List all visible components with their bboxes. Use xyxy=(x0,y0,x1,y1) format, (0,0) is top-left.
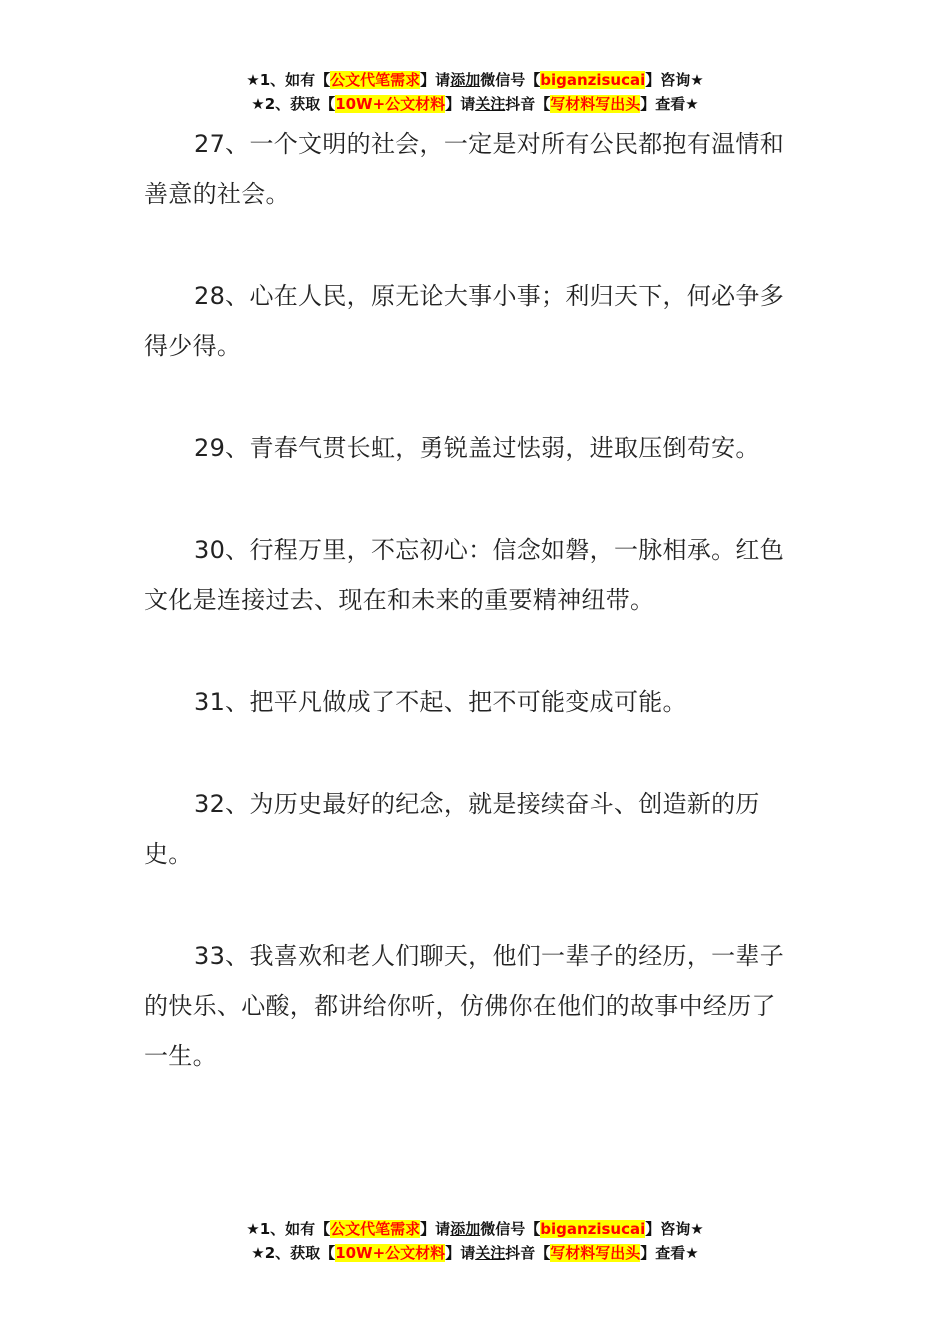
banner-text: 】请 xyxy=(420,71,451,89)
banner-text: 】咨询★ xyxy=(645,1220,704,1238)
banner-text: 】查看★ xyxy=(640,95,699,113)
banner-text: 】请 xyxy=(420,1220,451,1238)
banner-line-1 xyxy=(0,68,950,92)
highlight-wechat-id: biganzisucai xyxy=(540,71,646,89)
header-banner xyxy=(0,68,950,116)
banner-line-1 xyxy=(0,1217,950,1241)
paragraph-29: 29、青春气贯长虹，勇锐盖过怯弱，进取压倒苟安。 xyxy=(194,434,760,462)
banner-text: ★1、如有【 xyxy=(246,1220,331,1238)
document-body xyxy=(144,119,794,1133)
banner-line-2 xyxy=(0,92,950,116)
underlined-follow: 关注 xyxy=(475,95,506,113)
banner-text: ★2、获取【 xyxy=(251,95,336,113)
footer-banner xyxy=(0,1217,950,1265)
paragraph-27: 27、一个文明的社会，一定是对所有公民都抱有温情和善意的社会。 xyxy=(144,130,785,208)
banner-text: 抖音【 xyxy=(505,95,551,113)
underlined-add: 添加 xyxy=(450,71,481,89)
paragraph-31: 31、把平凡做成了不起、把不可能变成可能。 xyxy=(194,688,687,716)
banner-text: 微信号【 xyxy=(480,1220,541,1238)
banner-text: 】查看★ xyxy=(640,1244,699,1262)
banner-text: 】请 xyxy=(445,1244,476,1262)
underlined-add: 添加 xyxy=(450,1220,481,1238)
banner-text: 】咨询★ xyxy=(645,71,704,89)
banner-text: ★1、如有【 xyxy=(246,71,331,89)
highlight-wechat-id: biganzisucai xyxy=(540,1220,646,1238)
paragraph-32: 32、为历史最好的纪念，就是接续奋斗、创造新的历史。 xyxy=(144,790,760,868)
paragraph-28: 28、心在人民，原无论大事小事；利归天下，何必争多得少得。 xyxy=(144,282,785,360)
highlight-service: 公文代笔需求 xyxy=(330,1220,421,1238)
highlight-service: 公文代笔需求 xyxy=(330,71,421,89)
paragraph-30: 30、行程万里，不忘初心：信念如磐，一脉相承。红色文化是连接过去、现在和未来的重要精神纽带。 xyxy=(144,536,785,614)
banner-text: 微信号【 xyxy=(480,71,541,89)
banner-text: 】请 xyxy=(445,95,476,113)
banner-text: ★2、获取【 xyxy=(251,1244,336,1262)
highlight-douyin-name: 写材料写出头 xyxy=(550,1244,641,1262)
banner-text: 抖音【 xyxy=(505,1244,551,1262)
paragraph-33: 33、我喜欢和老人们聊天，他们一辈子的经历，一辈子的快乐、心酸，都讲给你听，仿佛你在他们的故事中经历了一生。 xyxy=(144,942,785,1070)
banner-line-2 xyxy=(0,1241,950,1265)
highlight-materials: 10W+公文材料 xyxy=(335,1244,446,1262)
highlight-materials: 10W+公文材料 xyxy=(335,95,446,113)
highlight-douyin-name: 写材料写出头 xyxy=(550,95,641,113)
underlined-follow: 关注 xyxy=(475,1244,506,1262)
